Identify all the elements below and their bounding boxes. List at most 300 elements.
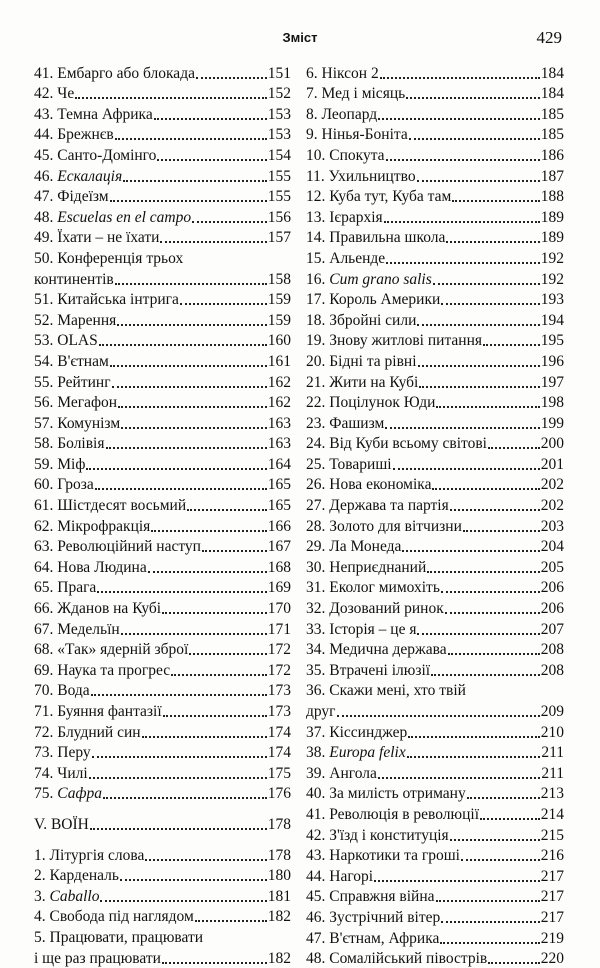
toc-page-number: 206 bbox=[540, 579, 564, 597]
toc-entry-title bbox=[34, 188, 109, 206]
toc-entry bbox=[306, 865, 564, 886]
dot-leader bbox=[488, 962, 540, 964]
dot-leader bbox=[115, 283, 267, 285]
toc-entry-text: 46. Зустрічний вітер bbox=[306, 908, 441, 926]
toc-page-number: 198 bbox=[540, 394, 564, 412]
toc-entry-title bbox=[306, 415, 384, 433]
toc-entry-title bbox=[306, 559, 426, 577]
toc-entry-title bbox=[34, 476, 94, 494]
toc-entry-text: 61. Шістдесят восьмий bbox=[34, 497, 187, 515]
toc-entry-italic-text: Сафра bbox=[57, 785, 102, 803]
toc-entry-text: 75. bbox=[34, 785, 58, 803]
dot-leader bbox=[480, 818, 540, 820]
dot-leader bbox=[160, 241, 266, 243]
toc-page-number: 188 bbox=[540, 188, 564, 206]
toc-entry-title bbox=[34, 682, 90, 700]
dot-leader bbox=[409, 138, 540, 140]
toc-entry bbox=[306, 577, 564, 598]
toc-page-number: 184 bbox=[540, 85, 564, 103]
toc-entry-title bbox=[34, 65, 195, 83]
toc-entry-title bbox=[34, 908, 194, 926]
toc-entry-title bbox=[34, 518, 150, 536]
toc-entry-text: 52. Марення bbox=[34, 311, 117, 329]
toc-entry-text: 68. «Так» ядерній зброї bbox=[34, 641, 189, 659]
toc-page-number: 155 bbox=[267, 167, 291, 185]
toc-entry-text: 40. За милість отриману bbox=[306, 785, 466, 803]
toc-page-number: 192 bbox=[540, 270, 564, 288]
toc-entry-title bbox=[34, 332, 98, 350]
toc-page-number: 153 bbox=[267, 105, 291, 123]
dot-leader bbox=[380, 77, 540, 79]
dot-leader bbox=[202, 550, 267, 552]
dot-leader bbox=[110, 365, 267, 367]
dot-leader bbox=[117, 324, 266, 326]
toc-entry-text: 23. Фашизм bbox=[306, 414, 385, 432]
dot-leader bbox=[418, 365, 540, 367]
toc-entry-title bbox=[306, 250, 385, 268]
toc-entry-text: 44. Нагорі bbox=[306, 867, 374, 885]
toc-page-number: 205 bbox=[540, 558, 564, 576]
dot-leader bbox=[441, 591, 540, 593]
toc-entry-title bbox=[34, 353, 109, 371]
dot-leader bbox=[162, 612, 267, 614]
toc-entry-title bbox=[306, 641, 447, 659]
dot-leader bbox=[431, 674, 540, 676]
toc-entry-text: 45. Справжня війна bbox=[306, 888, 435, 906]
toc-entry-title bbox=[306, 476, 431, 494]
toc-entry-title bbox=[306, 394, 435, 412]
toc-page-number: 165 bbox=[267, 476, 291, 494]
toc-entry bbox=[306, 474, 564, 495]
toc-entry-text: континентів bbox=[34, 270, 114, 288]
toc-entry-text: 35. Втрачені ілюзії bbox=[306, 661, 431, 679]
toc-entry bbox=[34, 721, 291, 742]
toc-entry-text: 38. bbox=[306, 744, 330, 762]
toc-entry-title bbox=[34, 209, 191, 227]
toc-entry bbox=[34, 515, 291, 536]
toc-entry-title bbox=[306, 785, 466, 803]
toc-entry-text: 17. Король Америки bbox=[306, 291, 441, 309]
toc-entry-text: 44. Брежнєв bbox=[34, 126, 114, 144]
toc-entry bbox=[306, 412, 564, 433]
toc-entry bbox=[34, 597, 291, 618]
toc-entry-title bbox=[34, 703, 162, 721]
toc-entry bbox=[306, 824, 564, 845]
toc-entry bbox=[306, 597, 564, 618]
toc-entry-text: 39. Ангола bbox=[306, 764, 377, 782]
dot-leader bbox=[461, 859, 540, 861]
toc-entry-text: 30. Неприєднаний bbox=[306, 558, 427, 576]
dot-leader bbox=[407, 756, 541, 758]
toc-entry-title bbox=[306, 703, 336, 721]
toc-entry bbox=[34, 659, 291, 680]
toc-entry-text: 31. Еколог мимохіть bbox=[306, 579, 440, 597]
toc-entry-text: 8. Леопард bbox=[306, 105, 378, 123]
toc-entry-text: 41. Ембарго або блокада bbox=[34, 64, 195, 82]
toc-page-number: 180 bbox=[267, 867, 291, 885]
dot-leader bbox=[417, 180, 540, 182]
toc-entry-italic-text: Europa felix bbox=[329, 744, 406, 762]
toc-entry-title bbox=[306, 847, 460, 865]
toc-entry-title bbox=[306, 168, 416, 186]
toc-page-number: 165 bbox=[267, 497, 291, 515]
toc-page-number: 208 bbox=[540, 661, 564, 679]
toc-entry bbox=[306, 350, 564, 371]
toc-entry bbox=[306, 83, 564, 104]
toc-page-number: 178 bbox=[267, 846, 291, 864]
toc-entry bbox=[34, 536, 291, 557]
toc-page-number: 166 bbox=[267, 517, 291, 535]
toc-entry-text: 53. OLAS bbox=[34, 332, 98, 350]
toc-entry-title bbox=[34, 621, 120, 639]
dot-leader bbox=[452, 200, 539, 202]
toc-entry-text: 37. Кіссинджер bbox=[306, 723, 408, 741]
toc-entry-title bbox=[34, 950, 161, 968]
toc-entry-title bbox=[306, 147, 385, 165]
toc-entry-title bbox=[306, 456, 392, 474]
toc-entry bbox=[34, 474, 291, 495]
toc-entry bbox=[306, 906, 564, 927]
toc-entry-text: 16. bbox=[306, 270, 330, 288]
toc-entry-text: 21. Жити на Кубі bbox=[306, 373, 419, 391]
toc-column-left bbox=[34, 62, 291, 968]
dot-leader bbox=[463, 530, 540, 532]
toc-entry-title bbox=[306, 682, 466, 700]
toc-entry-title bbox=[34, 147, 156, 165]
toc-page-number: 199 bbox=[540, 414, 564, 432]
toc-entry-text: 42. Че bbox=[34, 85, 75, 103]
toc-entry bbox=[34, 247, 291, 268]
toc-page-number: 164 bbox=[267, 455, 291, 473]
toc-entry-title bbox=[306, 827, 449, 845]
toc-page-number: 213 bbox=[540, 785, 564, 803]
toc-entry-title bbox=[306, 579, 440, 597]
toc-entry-text: 63. Революційний наступ bbox=[34, 538, 201, 556]
toc-entry-title bbox=[306, 435, 487, 453]
toc-entry-text: 67. Медельїн bbox=[34, 620, 120, 638]
toc-entry bbox=[306, 659, 564, 680]
toc-entry-text: 4. Свобода під наглядом bbox=[34, 908, 194, 926]
toc-page-number: 173 bbox=[267, 682, 291, 700]
toc-entry-text: 20. Бідні та рівні bbox=[306, 352, 417, 370]
toc-entry-title bbox=[34, 765, 88, 783]
toc-entry-title bbox=[306, 538, 401, 556]
toc-entry-title bbox=[306, 291, 440, 309]
toc-page-number: 156 bbox=[267, 208, 291, 226]
toc-page-number: 154 bbox=[267, 146, 291, 164]
toc-entry bbox=[34, 124, 291, 145]
toc-page-number: 172 bbox=[267, 641, 291, 659]
toc-entry bbox=[34, 206, 291, 227]
toc-entry bbox=[306, 886, 564, 907]
toc-page-number: 162 bbox=[267, 373, 291, 391]
toc-entry-text: 71. Буяння фантазії bbox=[34, 703, 162, 720]
dot-leader bbox=[488, 447, 540, 449]
toc-entry-text: 55. Рейтинг bbox=[34, 373, 111, 391]
toc-entry-title bbox=[306, 765, 377, 783]
toc-entry-title bbox=[34, 291, 179, 309]
toc-entry-title bbox=[34, 929, 203, 947]
toc-entry-title bbox=[34, 374, 111, 392]
toc-entry bbox=[34, 83, 291, 104]
dot-leader bbox=[171, 674, 267, 676]
toc-page-number: 187 bbox=[540, 167, 564, 185]
toc-entry-title bbox=[34, 415, 120, 433]
toc-entry bbox=[34, 618, 291, 639]
toc-entry bbox=[34, 350, 291, 371]
toc-entry-title bbox=[306, 209, 383, 227]
toc-entry bbox=[306, 721, 564, 742]
toc-entry-text: 59. Міф bbox=[34, 455, 86, 473]
dot-leader bbox=[92, 756, 267, 758]
toc-entry-title bbox=[306, 600, 444, 618]
toc-entry-text: 49. Їхати – не їхати bbox=[34, 229, 160, 247]
toc-entry-text: 26. Нова економіка bbox=[306, 476, 432, 494]
dot-leader bbox=[384, 221, 540, 223]
toc-entry-text: V. ВОЇН bbox=[34, 815, 89, 833]
toc-entry-title bbox=[34, 456, 85, 474]
toc-entry bbox=[306, 433, 564, 454]
toc-entry-title bbox=[34, 312, 116, 330]
dot-leader bbox=[115, 138, 267, 140]
toc-page-number: 167 bbox=[267, 538, 291, 556]
toc-page-number: 159 bbox=[267, 291, 291, 309]
toc-entry-text: 70. Вода bbox=[34, 682, 90, 700]
dot-leader bbox=[393, 468, 540, 470]
toc-entry-text: 12. Куба тут, Куба там bbox=[306, 188, 452, 206]
toc-page-number: 182 bbox=[267, 908, 291, 926]
toc-entry bbox=[34, 556, 291, 577]
toc-page-number: 182 bbox=[267, 949, 291, 967]
dot-leader bbox=[440, 942, 539, 944]
toc-entry-text: 32. Дозований ринок bbox=[306, 600, 444, 618]
toc-entry-italic-text: Escuelas en el campo bbox=[57, 208, 192, 226]
toc-entry bbox=[306, 783, 564, 804]
toc-entry-text: 65. Прага bbox=[34, 579, 97, 597]
toc-page-number: 158 bbox=[267, 270, 291, 288]
toc-entry-title bbox=[306, 950, 487, 968]
toc-entry-text: 3. bbox=[34, 887, 50, 905]
dot-leader bbox=[378, 777, 540, 779]
toc-page-number: 178 bbox=[267, 815, 291, 833]
toc-page-number: 172 bbox=[267, 661, 291, 679]
toc-entry bbox=[34, 289, 291, 310]
toc-page-number: 162 bbox=[267, 394, 291, 412]
toc-page-number: 214 bbox=[540, 805, 564, 823]
toc-page-number: 194 bbox=[540, 311, 564, 329]
toc-entry bbox=[34, 680, 291, 701]
toc-page-number: 157 bbox=[267, 229, 291, 247]
toc-entry bbox=[306, 392, 564, 413]
toc-entry-text: 7. Мед і місяць bbox=[306, 85, 406, 103]
dot-leader bbox=[145, 859, 266, 861]
toc-entry-text: 41. Революція в революції bbox=[306, 805, 480, 823]
toc-entry bbox=[34, 844, 291, 865]
dot-leader bbox=[91, 694, 267, 696]
toc-entry-text: 74. Чилі bbox=[34, 764, 88, 782]
toc-entry bbox=[34, 453, 291, 474]
toc-page-number: 185 bbox=[540, 126, 564, 144]
toc-entry bbox=[306, 186, 564, 207]
toc-entry-title bbox=[306, 188, 451, 206]
toc-entry bbox=[306, 371, 564, 392]
toc-entry-text: 62. Мікрофракція bbox=[34, 517, 151, 535]
dot-leader bbox=[402, 550, 539, 552]
dot-leader bbox=[427, 571, 539, 573]
toc-entry bbox=[34, 227, 291, 248]
dot-leader bbox=[106, 447, 267, 449]
toc-entry-text: 5. Працювати, працювати bbox=[34, 928, 204, 946]
toc-entry bbox=[34, 371, 291, 392]
toc-page-number: 202 bbox=[540, 476, 564, 494]
dot-leader bbox=[448, 653, 540, 655]
toc-entry bbox=[34, 742, 291, 763]
toc-entry bbox=[306, 268, 564, 289]
dot-leader bbox=[417, 633, 539, 635]
toc-entry bbox=[306, 845, 564, 866]
toc-page-number: 219 bbox=[540, 929, 564, 947]
page-title: Зміст bbox=[282, 30, 318, 45]
toc-entry bbox=[306, 144, 564, 165]
dot-leader bbox=[433, 283, 540, 285]
toc-page-number: 152 bbox=[267, 85, 291, 103]
toc-entry bbox=[34, 144, 291, 165]
toc-page-number: 209 bbox=[540, 703, 564, 720]
toc-entry-title bbox=[34, 744, 91, 762]
toc-entry-text: 54. В'єтнам bbox=[34, 352, 109, 370]
toc-entry bbox=[306, 556, 564, 577]
toc-entry-text: 36. Скажи мені, хто твій bbox=[306, 682, 466, 700]
dot-leader bbox=[446, 241, 539, 243]
toc-entry bbox=[34, 906, 291, 927]
toc-page-number: 217 bbox=[540, 908, 564, 926]
page-number: 429 bbox=[536, 28, 562, 47]
dot-leader bbox=[441, 303, 539, 305]
toc-entry-text: 13. Ієрархія bbox=[306, 208, 383, 226]
toc-entry-text: друг bbox=[306, 703, 336, 720]
dot-leader bbox=[436, 406, 539, 408]
dot-leader bbox=[86, 468, 266, 470]
toc-page-number: 208 bbox=[540, 641, 564, 659]
toc-entry-title bbox=[34, 126, 114, 144]
toc-entry-italic-text: Ескалація bbox=[57, 167, 123, 185]
toc-entry-title bbox=[34, 435, 105, 453]
toc-entry-text: 64. Нова Людина bbox=[34, 558, 147, 576]
toc-entry bbox=[34, 268, 291, 289]
toc-entry-title bbox=[306, 621, 416, 639]
toc-entry-text: 27. Держава та партія bbox=[306, 497, 449, 515]
toc-entry bbox=[34, 762, 291, 783]
toc-entry bbox=[306, 680, 564, 701]
toc-entry-text: 29. Ла Монеда bbox=[306, 538, 402, 556]
toc-page-number: 174 bbox=[267, 723, 291, 741]
toc-entry bbox=[34, 165, 291, 186]
toc-entry bbox=[34, 392, 291, 413]
toc-entry bbox=[306, 618, 564, 639]
toc-entry-title bbox=[34, 271, 114, 289]
toc-entry-text: 72. Блудний син bbox=[34, 723, 141, 741]
toc-entry-title bbox=[34, 394, 117, 412]
toc-entry bbox=[34, 433, 291, 454]
dot-leader bbox=[103, 797, 267, 799]
toc-entry-title bbox=[306, 271, 432, 289]
toc-entry bbox=[34, 885, 291, 906]
toc-entry-title bbox=[306, 806, 479, 824]
toc-entry-text: 25. Товариші bbox=[306, 455, 392, 473]
toc-entry-title bbox=[306, 868, 373, 886]
toc-entry bbox=[306, 289, 564, 310]
toc-entry-title bbox=[34, 816, 89, 834]
toc-page-number: 171 bbox=[267, 620, 291, 638]
toc-entry-text: 48. Сомалійський півострів bbox=[306, 950, 488, 968]
toc-entry-text: 34. Медична держава bbox=[306, 641, 447, 659]
toc-page-number: 200 bbox=[540, 435, 564, 453]
toc-page-number: 197 bbox=[540, 373, 564, 391]
toc-entry-title bbox=[34, 497, 186, 515]
toc-entry-title bbox=[306, 744, 406, 762]
toc-page-number: 211 bbox=[541, 744, 564, 762]
toc-column-right bbox=[306, 62, 564, 968]
toc-entry-italic-text: Cum grano salis bbox=[329, 270, 432, 288]
toc-entry-text: 9. Нінья-Боніта bbox=[306, 126, 408, 144]
toc-entry-title bbox=[306, 106, 377, 124]
dot-leader bbox=[95, 488, 267, 490]
toc-entry bbox=[34, 186, 291, 207]
dot-leader bbox=[337, 715, 540, 717]
toc-entry bbox=[306, 206, 564, 227]
toc-entry-text: 24. Від Куби всьому світові bbox=[306, 435, 487, 453]
toc-entry-text: 6. Ніксон 2 bbox=[306, 64, 379, 82]
dot-leader bbox=[436, 900, 540, 902]
toc-page-number: 220 bbox=[540, 950, 564, 968]
toc-entry-text: 56. Мегафон bbox=[34, 394, 118, 412]
toc-entry bbox=[306, 639, 564, 660]
toc-page-number: 174 bbox=[267, 744, 291, 762]
dot-leader bbox=[162, 962, 267, 964]
toc-page-number: 217 bbox=[540, 888, 564, 906]
dot-leader bbox=[192, 221, 267, 223]
dot-leader bbox=[163, 715, 267, 717]
toc-entry-title bbox=[306, 724, 407, 742]
toc-entry bbox=[34, 639, 291, 660]
toc-entry-title bbox=[34, 168, 122, 186]
toc-entry-title bbox=[306, 374, 418, 392]
dot-leader bbox=[148, 571, 267, 573]
toc-entry-title bbox=[306, 518, 462, 536]
toc-entry-italic-text: Caballo bbox=[49, 887, 100, 905]
dot-leader bbox=[120, 879, 267, 881]
toc-entry-title bbox=[34, 559, 147, 577]
dot-leader bbox=[408, 736, 539, 738]
toc-entry-title bbox=[34, 641, 188, 659]
toc-page-number: 170 bbox=[267, 600, 291, 618]
dot-leader bbox=[450, 509, 540, 511]
toc-page-number: 192 bbox=[540, 249, 564, 267]
toc-entry-title bbox=[34, 229, 159, 247]
toc-entry-text: 73. Перу bbox=[34, 744, 91, 762]
toc-entry-text: 43. Наркотики та гроші bbox=[306, 847, 460, 865]
toc-page-number: 215 bbox=[540, 826, 564, 844]
toc-entry-title bbox=[34, 888, 99, 906]
toc-entry-text: 58. Болівія bbox=[34, 435, 105, 453]
dot-leader bbox=[450, 839, 540, 841]
toc-page-number: 185 bbox=[540, 105, 564, 123]
toc-entry-title bbox=[34, 847, 144, 865]
toc-page-number: 186 bbox=[540, 146, 564, 164]
toc-page-number: 206 bbox=[540, 600, 564, 618]
toc-entry-text: 14. Правильна школа bbox=[306, 229, 446, 247]
dot-leader bbox=[121, 427, 267, 429]
